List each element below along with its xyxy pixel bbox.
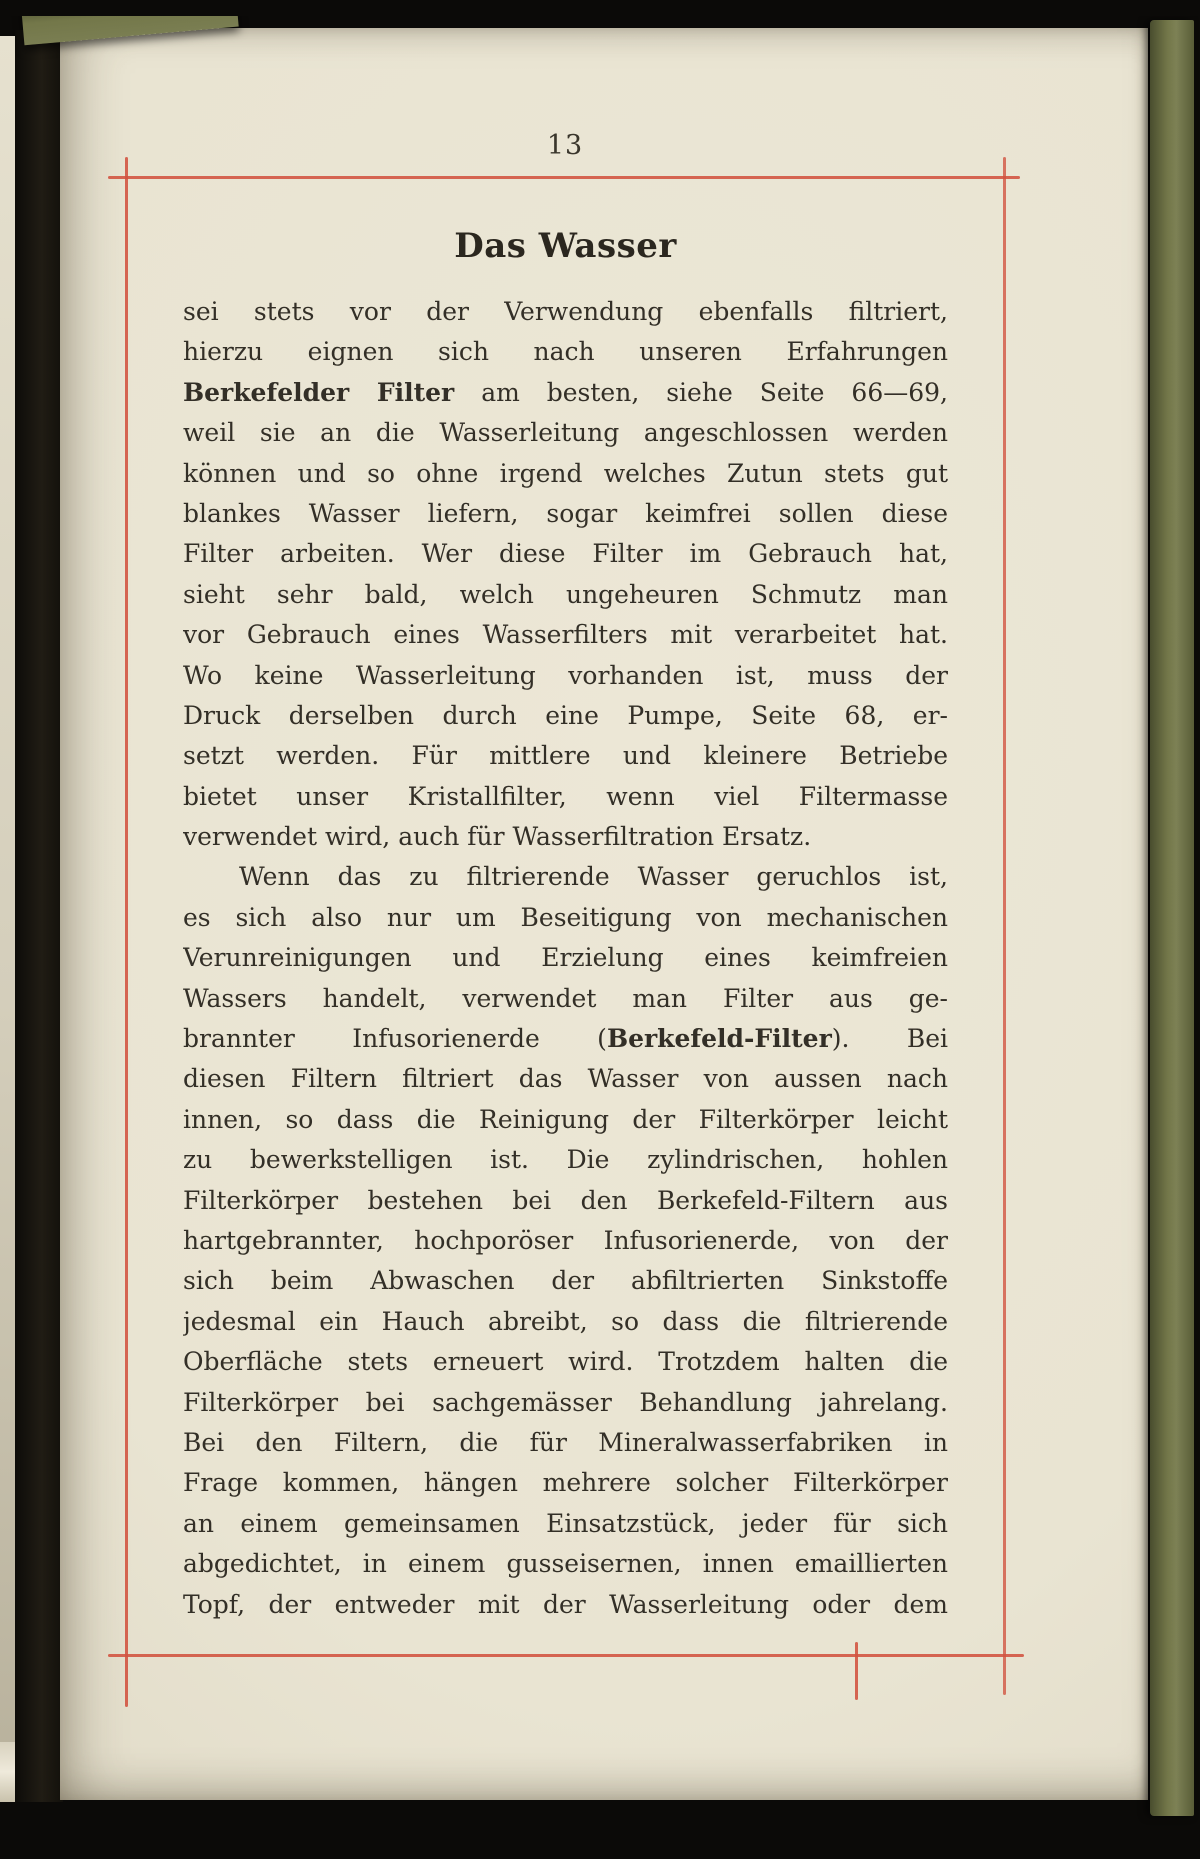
text-line: Filter arbeiten. Wer diese Filter im Gebrauch hat, <box>183 539 948 569</box>
text-line: brannter Infusorienerde (Berkefeld-Filter). Bei <box>183 1024 948 1054</box>
text-line: blankes Wasser liefern, sogar keimfrei sollen diese <box>183 498 948 528</box>
text-line: Wassers handelt, verwendet man Filter aus ge- <box>183 983 948 1013</box>
text-line: verwendet wird, auch für Wasserfiltration Ersatz. <box>183 822 812 852</box>
text-line: sei stets vor der Verwendung ebenfalls filtriert, <box>183 297 948 326</box>
page-edges-strip <box>0 36 15 1792</box>
text-line: Druck derselben durch eine Pumpe, Seite 68, er- <box>183 700 948 730</box>
text-line: vor Gebrauch eines Wasserfilters mit verarbeitet hat. <box>183 620 948 650</box>
bold-text: Berkefeld-Filter <box>606 1024 832 1054</box>
text-line: Oberfläche stets erneuert wird. Trotzdem halten die <box>183 1347 948 1377</box>
text-line: Verunreinigungen und Erzielung eines keimfreien <box>183 943 948 973</box>
ornament-rule-right <box>1003 157 1006 1695</box>
text-line: Filterkörper bestehen bei den Berkefeld-Filtern aus <box>183 1185 948 1215</box>
page-title: Das Wasser <box>454 226 677 266</box>
body-text <box>183 292 948 1625</box>
text-line: Berkefelder Filter am besten, siehe Seite 66—69, <box>183 377 948 407</box>
ornament-rule-bottom <box>108 1654 1024 1657</box>
text-line: weil sie an die Wasserleitung angeschlossen werden <box>183 418 948 448</box>
text-line: Filterkörper bei sachgemässer Behandlung jahrelang. <box>183 1387 948 1417</box>
text-line: Topf, der entweder mit der Wasserleitung oder dem <box>183 1589 948 1619</box>
text-line: hierzu eignen sich nach unseren Erfahrungen <box>183 337 948 367</box>
text-line: können und so ohne irgend welches Zutun stets gut <box>183 458 948 488</box>
page-number: 13 <box>546 130 584 161</box>
text-line: Wenn das zu filtrierende Wasser geruchlos ist, <box>239 862 948 892</box>
scan-top-edge <box>0 0 1200 16</box>
text-line: Bei den Filtern, die für Mineralwasserfabriken in <box>183 1427 948 1457</box>
text-line: sich beim Abwaschen der abfiltrierten Sinkstoffe <box>183 1266 948 1296</box>
text-line: hartgebrannter, hochporöser Infusorienerde, von der <box>183 1225 948 1255</box>
text-line: Wo keine Wasserleitung vorhanden ist, muss der <box>183 660 948 690</box>
ornament-rule-top <box>108 176 1020 179</box>
text-line: innen, so dass die Reinigung der Filterkörper leicht <box>183 1104 948 1134</box>
book-cover-right-edge <box>1150 20 1194 1816</box>
text-line: zu bewerkstelligen ist. Die zylindrischen, hohlen <box>183 1145 948 1175</box>
text-line: Frage kommen, hängen mehrere solcher Filterkörper <box>183 1468 948 1498</box>
text-line: diesen Filtern filtriert das Wasser von aussen nach <box>183 1064 948 1094</box>
text-line: es sich also nur um Beseitigung von mechanischen <box>183 902 948 932</box>
ornament-rule-left <box>125 157 128 1707</box>
text-line: bietet unser Kristallfilter, wenn viel Filtermasse <box>183 781 948 811</box>
text-line: an einem gemeinsamen Einsatzstück, jeder für sich <box>183 1508 948 1538</box>
text-line: sieht sehr bald, welch ungeheuren Schmutz man <box>183 579 948 609</box>
text-line: setzt werden. Für mittlere und kleinere Betriebe <box>183 741 948 771</box>
text-line: jedesmal ein Hauch abreibt, so dass die filtrierende <box>183 1306 948 1336</box>
text-line: abgedichtet, in einem gusseisernen, innen emaillierten <box>183 1549 948 1579</box>
ornament-rule-bottom-tick <box>855 1642 858 1700</box>
bold-text: Berkefelder Filter <box>183 377 455 407</box>
binding-shadow <box>15 30 63 1802</box>
